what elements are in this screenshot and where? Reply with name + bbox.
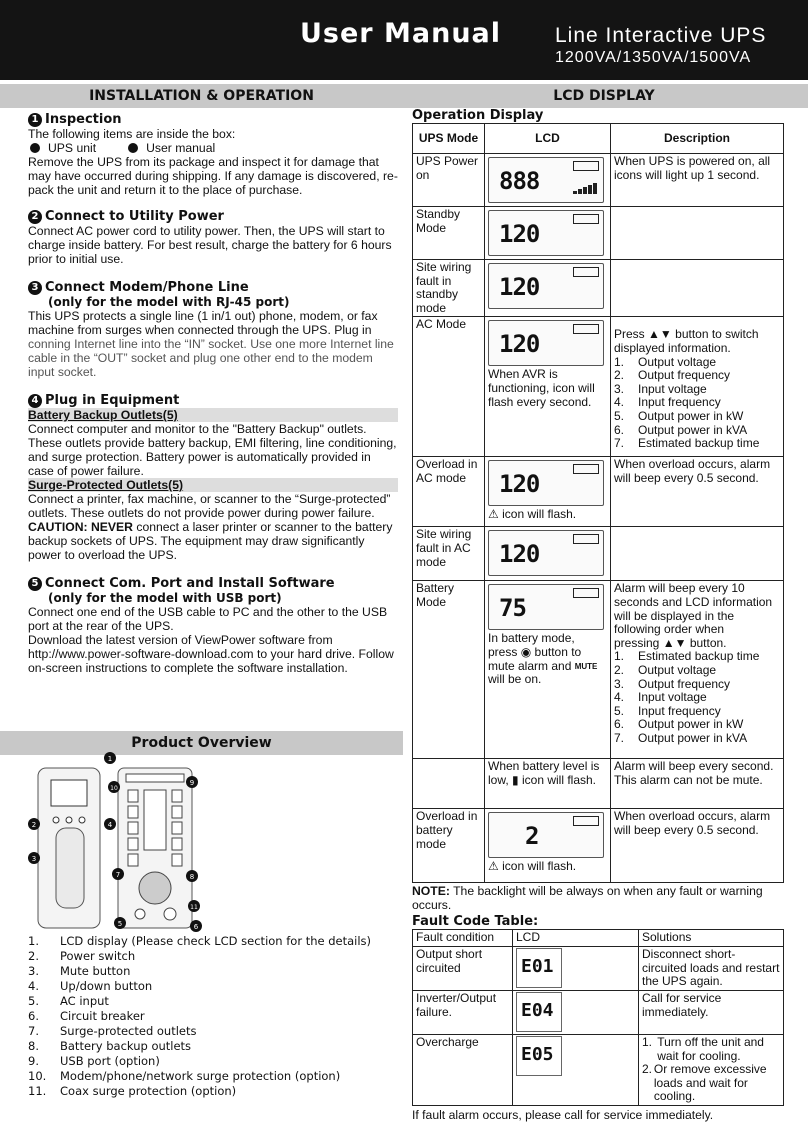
- list-item: 8. Battery backup outlets: [28, 1039, 192, 1053]
- caution-text: CAUTION: NEVER connect a laser printer or scanner to the battery backup sockets of UPS. The equipment may draw significantly power to overload the UPS.: [28, 520, 393, 562]
- callout-2: 2: [31, 821, 37, 829]
- software-subheading: (only for the model with USB port): [48, 591, 282, 605]
- table-row: Standby Mode 120: [413, 207, 784, 260]
- overview-list: [28, 934, 398, 1099]
- callout-7: 7: [115, 871, 121, 879]
- lcd-screen: 120: [488, 460, 604, 506]
- col-mode: UPS Mode: [413, 124, 485, 154]
- callout-4: 4: [107, 821, 113, 829]
- installation-section: [28, 110, 398, 675]
- lcd-screen: 120: [488, 263, 604, 309]
- list-item: 9. USB port (option): [28, 1054, 160, 1068]
- table-row: UPS Power on 888 When UPS is powered on, all icons will light up 1 second.: [413, 154, 784, 207]
- installation-bar: INSTALLATION & OPERATION: [0, 84, 403, 108]
- ups-product-diagram: [26, 750, 216, 932]
- overload-icon: ⚠: [488, 859, 499, 874]
- software-text: Connect one end of the USB cable to PC and the other to the USB port at the rear of the UPS.: [28, 605, 388, 633]
- callout-6: 6: [193, 923, 199, 931]
- fault-lcd: E04: [516, 992, 562, 1032]
- battery-low-icon: ▮: [512, 773, 519, 787]
- lcd-screen: 120: [488, 320, 604, 366]
- lcd-screen: 120: [488, 210, 604, 256]
- footer-note: If fault alarm occurs, please call for service immediately.: [412, 1107, 714, 1122]
- surge-protected-label: Surge-Protected Outlets(5): [28, 478, 398, 492]
- manual-title: User Manual: [300, 18, 502, 49]
- table-row: Output short circuited E01 Disconnect short-circuited loads and restart the UPS again.: [413, 946, 784, 990]
- lcd-screen: 75: [488, 584, 604, 630]
- mute-button-icon: ◉: [520, 645, 532, 659]
- fault-table-title: Fault Code Table:: [412, 914, 539, 930]
- callout-11: 11: [190, 904, 198, 911]
- inspection-heading: 1 Inspection: [28, 112, 398, 127]
- table-row: When battery level is low, ▮ icon will flash. Alarm will beep every second. This alarm can not be mute.: [413, 759, 784, 809]
- table-row: AC Mode 120 When AVR is functioning, icon will flash every second. Press ▲▼ button to switch displayed information. 1. Output voltage 2. Output frequency 3. Input voltage 4. Input frequency 5. Output power in kW 6. Output power in kVA 7. Estimated backup time: [413, 317, 784, 457]
- battery-backup-label: Battery Backup Outlets(5): [28, 408, 398, 422]
- fault-lcd: E05: [516, 1036, 562, 1076]
- battery-mode-list: 1. Estimated backup time 2. Output voltage 3. Output frequency 4. Input voltage 5. Input frequency 6. Output power in kW 7. Output power in kVA: [614, 649, 760, 745]
- software-download-text: Download the latest version of ViewPower software from http://www.power-software-download.com to your hard drive. Follow on-screen instructions to complete the software installation.: [28, 633, 394, 675]
- up-down-button-icon: ▲▼: [662, 635, 687, 650]
- list-item: 5. AC input: [28, 994, 109, 1008]
- list-item: 7. Surge-protected outlets: [28, 1024, 197, 1038]
- callout-1: 1: [107, 755, 113, 763]
- operation-display-title: Operation Display: [412, 108, 544, 123]
- equipment-heading: 4 Plug in Equipment: [28, 393, 398, 408]
- col-description: Description: [611, 124, 784, 154]
- list-item: 1. LCD display (Please check LCD section for the details): [28, 934, 372, 948]
- box-contents: UPS unit User manual: [28, 141, 398, 155]
- modem-subheading: (only for the model with RJ-45 port): [48, 295, 290, 309]
- fault-lcd: E01: [516, 948, 562, 988]
- up-down-button-icon: ▲▼: [648, 327, 672, 342]
- note: NOTE: The backlight will be always on when any fault or warning occurs.: [412, 884, 763, 913]
- list-item: 6. Circuit breaker: [28, 1009, 145, 1023]
- overload-icon: ⚠: [488, 507, 499, 522]
- list-item: 10. Modem/phone/network surge protection (option): [28, 1069, 341, 1083]
- software-heading: 5 Connect Com. Port and Install Software: [28, 576, 398, 591]
- lcd-screen: 888: [488, 157, 604, 203]
- model-list: 1200VA/1350VA/1500VA: [555, 49, 752, 66]
- list-item: 2. Power switch: [28, 949, 136, 963]
- fault-table: Fault condition LCD Solutions Output short circuited E01 Disconnect short-circuited loads and restart the UPS again. Inverter/Output failure. E04 Call for service immediately. Overcharge E05 1. Turn off the unit and wait for cooling. 2. Or remove excessive loads and wait for cooling.: [412, 929, 784, 1106]
- col-lcd: LCD: [485, 124, 611, 154]
- surge-protected-text: Connect a printer, fax machine, or scanner to the “Surge-protected” outlets. These outlets do not provide power during power failure.: [28, 492, 391, 520]
- callout-10: 10: [110, 785, 118, 792]
- header: [0, 0, 808, 80]
- list-item: 11. Coax surge protection (option): [28, 1084, 237, 1098]
- operation-table: [412, 123, 784, 883]
- callout-5: 5: [117, 920, 123, 928]
- battery-backup-text: Connect computer and monitor to the "Battery Backup" outlets. These outlets provide battery backup, EMI filtering, line conditioning, and surge protection. Battery power is automatically provided in case of power failure.: [28, 422, 397, 478]
- table-row: Overload in AC mode 120 ⚠ icon will flash. When overload occurs, alarm will beep every 0.5 second.: [413, 457, 784, 527]
- callout-9: 9: [189, 779, 195, 787]
- table-row: Overload in battery mode 2 ⚠ icon will flash. When overload occurs, alarm will beep every 0.5 second.: [413, 809, 784, 883]
- lcd-screen: 120: [488, 530, 604, 576]
- callout-8: 8: [189, 873, 195, 881]
- utility-heading: 2 Connect to Utility Power: [28, 209, 398, 224]
- modem-text-2: conning Internet line into the “IN” socket. Use one more Internet line cable in the “OUT” socket and plug one other end to the modem input socket.: [28, 337, 394, 379]
- modem-heading: 3 Connect Modem/Phone Line: [28, 280, 398, 295]
- product-name: Line Interactive UPS: [555, 24, 767, 47]
- lcd-screen: 2: [488, 812, 604, 858]
- table-row: Battery Mode 75 In battery mode, press ◉ button to mute alarm and MUTE will be on. Alarm will beep every 10 seconds and LCD information will be displayed in the following order when pressing ▲▼ button. 1. Estimated backup time 2. Output voltage 3. Output frequency 4. Input voltage 5. Input frequency 6. Output power in kW 7. Output power in kVA: [413, 581, 784, 759]
- modem-text: This UPS protects a single line (1 in/1 out) phone, modem, or fax machine from surges when connected through the UPS. Plug in: [28, 309, 378, 337]
- table-row: Overcharge E05 1. Turn off the unit and wait for cooling. 2. Or remove excessive loads and wait for cooling.: [413, 1034, 784, 1105]
- lcd-display-bar: LCD DISPLAY: [400, 84, 808, 108]
- table-row: Inverter/Output failure. E04 Call for service immediately.: [413, 990, 784, 1034]
- callout-3: 3: [31, 855, 37, 863]
- inspection-intro: The following items are inside the box:: [28, 127, 236, 141]
- lcd-section: [412, 108, 784, 1122]
- inspection-text: Remove the UPS from its package and inspect it for damage that may have occurred during shipping. If any damage is discovered, re-pack the unit and return it to the place of purchase.: [28, 155, 398, 197]
- table-row: Site wiring fault in AC mode 120: [413, 527, 784, 581]
- utility-text: Connect AC power cord to utility power. Then, the UPS will start to charge inside battery. For best result, charge the battery for 6 hours prior to initial use.: [28, 224, 392, 266]
- ac-mode-list: 1. Output voltage 2. Output frequency 3. Input voltage 4. Input frequency 5. Output power in kW 6. Output power in kVA 7. Estimated backup time: [614, 354, 760, 451]
- mute-icon: MUTE: [574, 661, 598, 671]
- list-item: 4. Up/down button: [28, 979, 153, 993]
- table-row: Site wiring fault in standby mode 120: [413, 260, 784, 317]
- product-overview-bar: Product Overview: [0, 731, 403, 755]
- list-item: 3. Mute button: [28, 964, 131, 978]
